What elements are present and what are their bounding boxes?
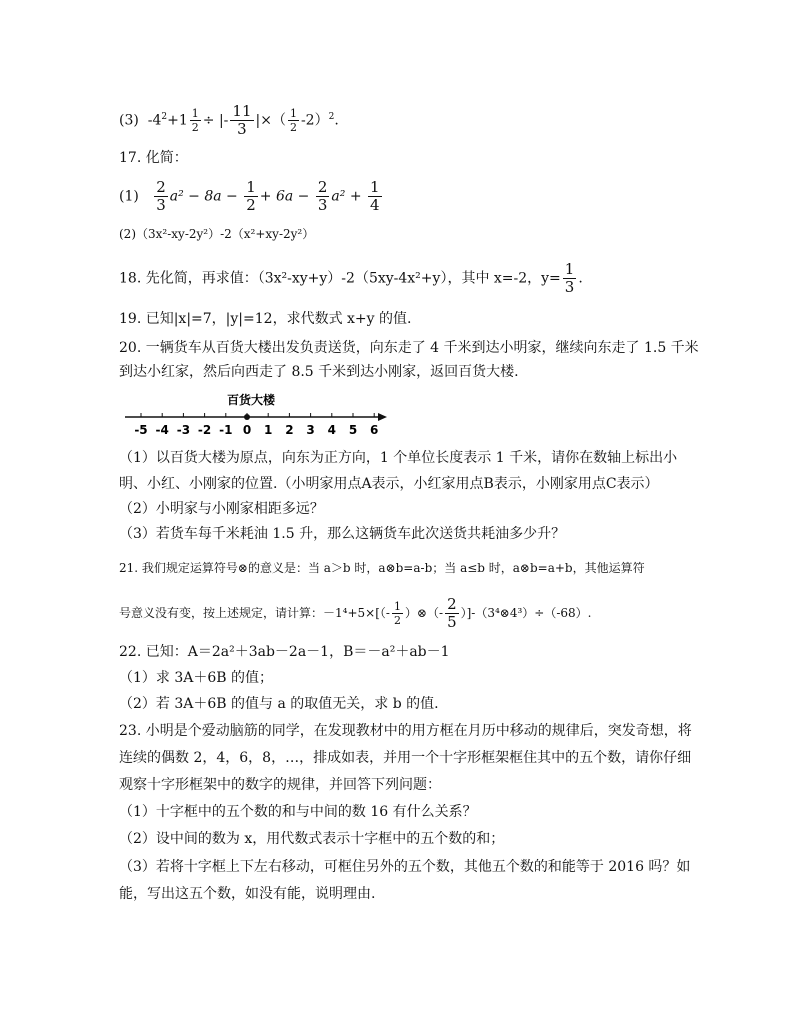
q17-heading: 17. 化简： (119, 150, 188, 166)
axis-tick-label: 2 (285, 423, 294, 437)
axis-arrow (378, 413, 387, 421)
q16-part3: (3) $-4^2+1$ $\frac{1}{2}$ ÷ |- $\frac{11}{3}$ |×（ $\frac{1}{2}$ -2）$^2$. (119, 102, 339, 138)
fraction: $\frac{2}{5}$ (447, 595, 457, 631)
axis-tick-label: 0 (242, 423, 252, 437)
q20-sub2: （2）小明家与小刚家相距多远？ (119, 501, 324, 517)
q22-sub1: （1）求 3A＋6B 的值； (119, 670, 274, 686)
q17-part1: (1) $\frac{2}{3}$ a² − 8a − $\frac{1}{2}$ + 6a − $\frac{2}{3}$ a² + $\frac{1}{4}$ (119, 178, 380, 214)
fraction: $\frac{1}{2}$ (246, 178, 256, 214)
fraction: $\frac{1}{2}$ (289, 107, 297, 134)
axis-origin-title: 百货大楼 (227, 393, 276, 407)
axis-tick-label: -4 (155, 423, 169, 437)
q21-line1: 21. 我们规定运算符号⊗的意义是：当 a＞b 时，a⊗b=a-b；当 a≤b 时，a⊗b=a+b，其他运算符 (119, 561, 645, 575)
axis-tick-label: -1 (219, 423, 233, 437)
fraction: $\frac{2}{3}$ (156, 178, 166, 214)
q17-part2: (2)（3x²-xy-2y²）-2（x²+xy-2y²） (119, 227, 315, 241)
number-line-svg (119, 392, 399, 440)
q23-sub1: （1）十字框中的五个数的和与中间的数 16 有什么关系？ (119, 804, 477, 820)
q22-line1: 22. 已知：A＝2a²＋3ab－2a－1，B＝－a²＋ab－1 (119, 644, 450, 660)
fraction: $\frac{1}{2}$ (393, 600, 401, 627)
axis-tick-label: -3 (176, 423, 191, 437)
q23-line3: 观察十字形框架中的数字的规律，并回答下列问题： (119, 777, 441, 793)
fraction: $\frac{11}{3}$ (232, 102, 252, 138)
fraction: $\frac{1}{2}$ (191, 107, 199, 134)
axis-tick-label: 4 (327, 423, 336, 437)
q20-line2: 到达小红家，然后向西走了 8.5 千米到达小刚家，返回百货大楼. (119, 364, 519, 380)
q23-sub3-line2: 能，写出这五个数，如没有能，说明理由. (119, 886, 376, 902)
q22-sub2: （2）若 3A＋6B 的值与 a 的取值无关，求 b 的值. (119, 696, 439, 712)
q21-line2: 号意义没有变，按上述规定，请计算：－1⁴+5×[（- $\frac{1}{2}$ ）⊗（- $\frac{2}{5}$ ）]-（3⁴⊗4³）÷（-68）. (119, 595, 592, 631)
fraction: $\frac{1}{4}$ (370, 178, 380, 214)
axis-tick-label: -2 (197, 423, 212, 437)
fraction: $\frac{1}{3}$ (564, 260, 575, 296)
q23-line2: 连续的偶数 2，4，6，8，…，排成如表，并用一个十字形框架框住其中的五个数，请你仔细 (119, 750, 692, 766)
axis-tick-label: 1 (264, 423, 273, 437)
q20-line1: 20. 一辆货车从百货大楼出发负责送货，向东走了 4 千米到达小明家，继续向东走了 1.5 千米 (119, 340, 699, 356)
axis-tick-label: 3 (306, 423, 315, 437)
q23-sub2: （2）设中间的数为 x，用代数式表示十字框中的五个数的和； (119, 831, 505, 847)
axis-tick-label: 5 (348, 423, 358, 437)
q18: 18. 先化简，再求值：（3x²-xy+y）-2（5xy-4x²+y），其中 x=-2，y= $\frac{1}{3}$ . (119, 260, 583, 296)
q23-sub3-line1: （3）若将十字框上下左右移动，可框住另外的五个数，其他五个数的和能等于 2016 吗？如 (119, 859, 691, 875)
axis-tick-label: -5 (134, 423, 148, 437)
q20-sub3: （3）若货车每千米耗油 1.5 升，那么这辆货车此次送货共耗油多少升？ (119, 526, 566, 542)
q23-line1: 23. 小明是个爱动脑筋的同学，在发现教材中的用方框在月历中移动的规律后，突发奇想，将 (119, 723, 692, 739)
fraction: $\frac{2}{3}$ (317, 178, 328, 214)
q20-sub1-line2: 明、小红、小刚家的位置.（小明家用点A表示，小红家用点B表示，小刚家用点C表示） (119, 476, 659, 492)
q19: 19. 已知|x|=7，|y|=12，求代数式 x+y 的值. (119, 311, 412, 327)
axis-tick-label: 6 (370, 423, 379, 437)
q20-sub1-line1: （1）以百货大楼为原点，向东为正方向，1 个单位长度表示 1 千米，请你在数轴上标出小 (119, 450, 678, 466)
number-line (119, 392, 399, 440)
